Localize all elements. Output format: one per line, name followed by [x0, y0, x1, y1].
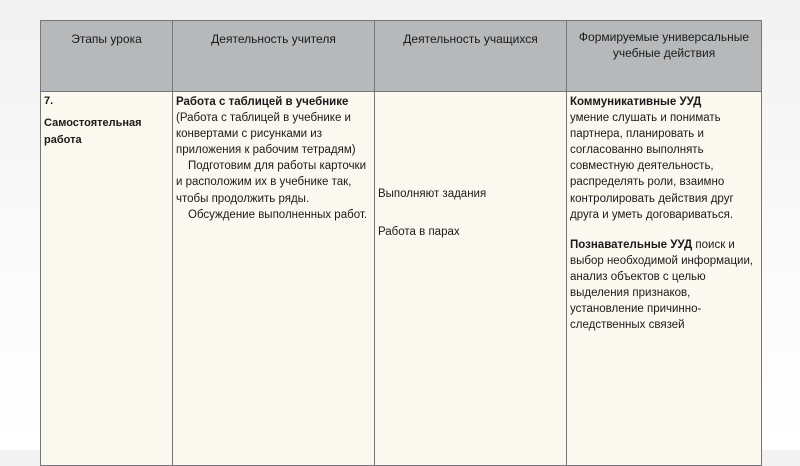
table-row: [41, 92, 762, 466]
header-lesson-stages: Этапы урока: [41, 21, 173, 92]
teacher-paragraph: (Работа с таблицей в учебнике и конвертами с рисунками из приложения к рабочим тетрадям): [176, 112, 356, 157]
student-activity-item: Работа в парах: [378, 226, 460, 239]
header-teacher-activity: Деятельность учителя: [173, 21, 375, 92]
ud-text: умение слушать и понимать партнера, планировать и согласованно выполнять совместную деятельность, распределять роли, взаимно контролировать действия друг друга и уметь договариваться.: [570, 112, 734, 221]
ud-title: Познавательные УУД: [570, 238, 693, 251]
student-cell: [375, 92, 567, 466]
stage-number: 7.: [44, 95, 54, 107]
teacher-paragraph: Обсуждение выполненных работ.: [188, 208, 368, 221]
header-row: [41, 21, 762, 92]
header-universal-learning-actions: Формируемые универсальные учебные действия: [567, 21, 762, 92]
ud-title: Коммуникативные УУД: [570, 96, 702, 108]
stage-name: Самостоятельная работа: [44, 117, 142, 147]
ud-text: поиск и выбор необходимой информации, анализ объектов с целью выделения признаков, установление причинно-следственных связей: [570, 238, 754, 332]
stage-cell: [41, 92, 173, 466]
lesson-table: [40, 20, 762, 466]
teacher-cell: [173, 92, 375, 466]
header-student-activity: Деятельность учащихся: [375, 21, 567, 92]
ud-block-communicative: [570, 92, 758, 223]
ud-cell: [567, 92, 762, 466]
teacher-paragraph: Подготовим для работы карточки и расположим их в учебнике так, чтобы продолжить ряды.: [176, 160, 367, 205]
student-activity-item: Выполняют задания: [378, 188, 487, 200]
ud-block-cognitive: [570, 237, 758, 334]
teacher-activity-title: Работа с таблицей в учебнике: [176, 96, 349, 108]
